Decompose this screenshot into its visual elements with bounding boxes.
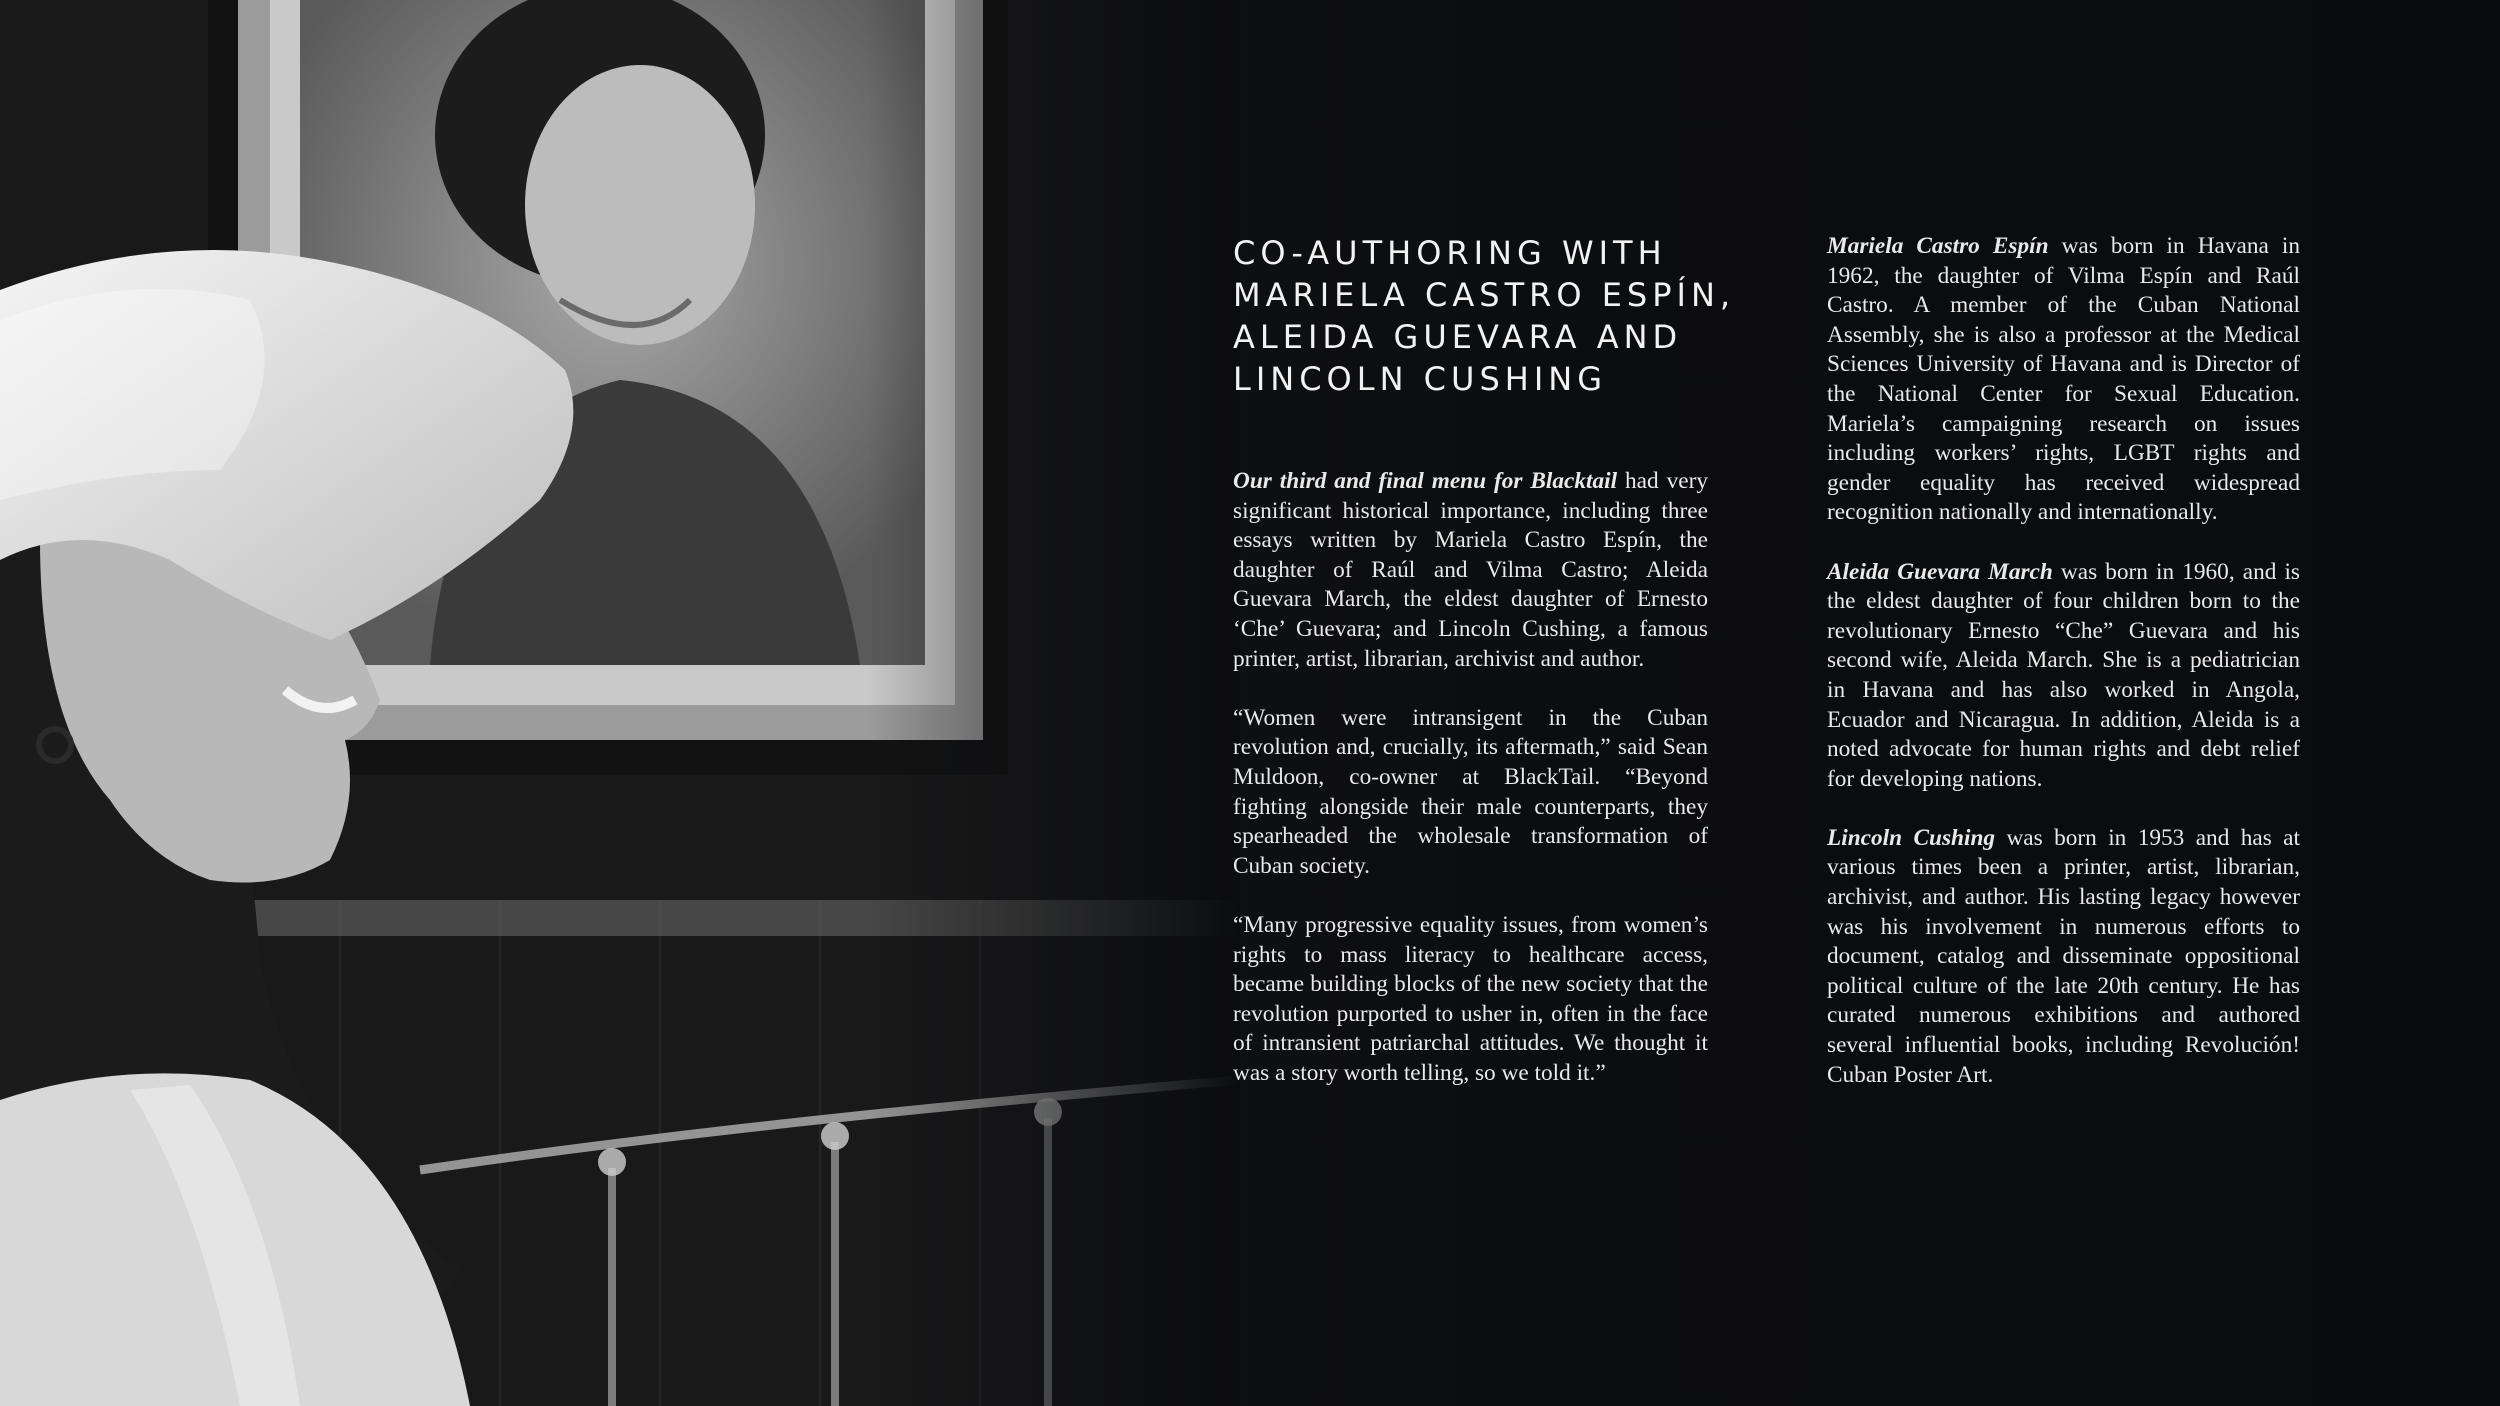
quote-paragraph-1: “Women were intransigent in the Cuban revolution and, crucially, its aftermath,” said Sean Muldoon, co-owner at BlackTail. “Beyond fighting alongside their male counterparts, they spearheaded the wholesale transformation of Cuban society. [1233, 704, 1708, 879]
photo-illustration [0, 0, 1240, 1406]
intro-text: had very significant historical importance, including three essays written by Mariela Castro Espín, the daughter of Raúl and Vilma Castro; Aleida Guevara March, the eldest daughter of Ernesto ‘Che’ Guevara; and Lincoln Cushing, a famous printer, artist, librarian, archivist and author. [1233, 468, 1708, 672]
bio-name: Lincoln Cushing [1827, 824, 1996, 851]
intro-paragraph [1233, 467, 1708, 674]
intro-lead: Our third and final menu for Blacktail [1233, 468, 1618, 494]
quote-paragraph-2: “Many progressive equality issues, from women’s rights to mass literacy to healthcare access, became building blocks of the new society that the revolution purported to usher in, often in the face of intransient patriarchal attitudes. We thought it was a story worth telling, so we told it.” [1233, 911, 1708, 1086]
bio-text: was born in Havana in 1962, the daughter of Vilma Espín and Raúl Castro. A member of the Cuban National Assembly, she is also a professor at the Medical Sciences University of Havana and is Director of the National Center for Sexual Education. Mariela’s campaigning research on issues including workers’ rights, LGBT rights and gender equality has received widespread recognition nationally and internationally. [1827, 233, 2300, 526]
bios-column-right [1827, 232, 2300, 1120]
bio-name: Mariela Castro Espín [1827, 233, 2049, 259]
bio-mariela [1827, 232, 2300, 528]
bio-aleida [1827, 558, 2300, 795]
background-photo [0, 0, 1240, 1406]
bio-text: was born in 1960, and is the eldest daughter of four children born to the revolutionary Ernesto “Che” Guevara and his second wife, Aleida March. She is a pediatrician in Havana and has also worked in Angola, Ecuador and Nicaragua. In addition, Aleida is a noted advocate for human rights and debt relief for developing nations. [1827, 558, 2300, 792]
bio-text: was born in 1953 and has at various times been a printer, artist, librarian, archivist, and author. His lasting legacy however was his involvement in numerous efforts to document, catalog and disseminate oppositional political culture of the late 20th century. He has curated numerous exhibitions and authored several influential books, including Revolución! Cuban Poster Art. [1827, 824, 2300, 1088]
page-title: CO-AUTHORING WITH MARIELA CASTRO ESPÍN, ALEIDA GUEVARA AND LINCOLN CUSHING [1233, 234, 1736, 398]
article-column-left [1233, 467, 1708, 1118]
bio-name: Aleida Guevara March [1827, 558, 2053, 585]
bio-lincoln [1827, 824, 2300, 1090]
